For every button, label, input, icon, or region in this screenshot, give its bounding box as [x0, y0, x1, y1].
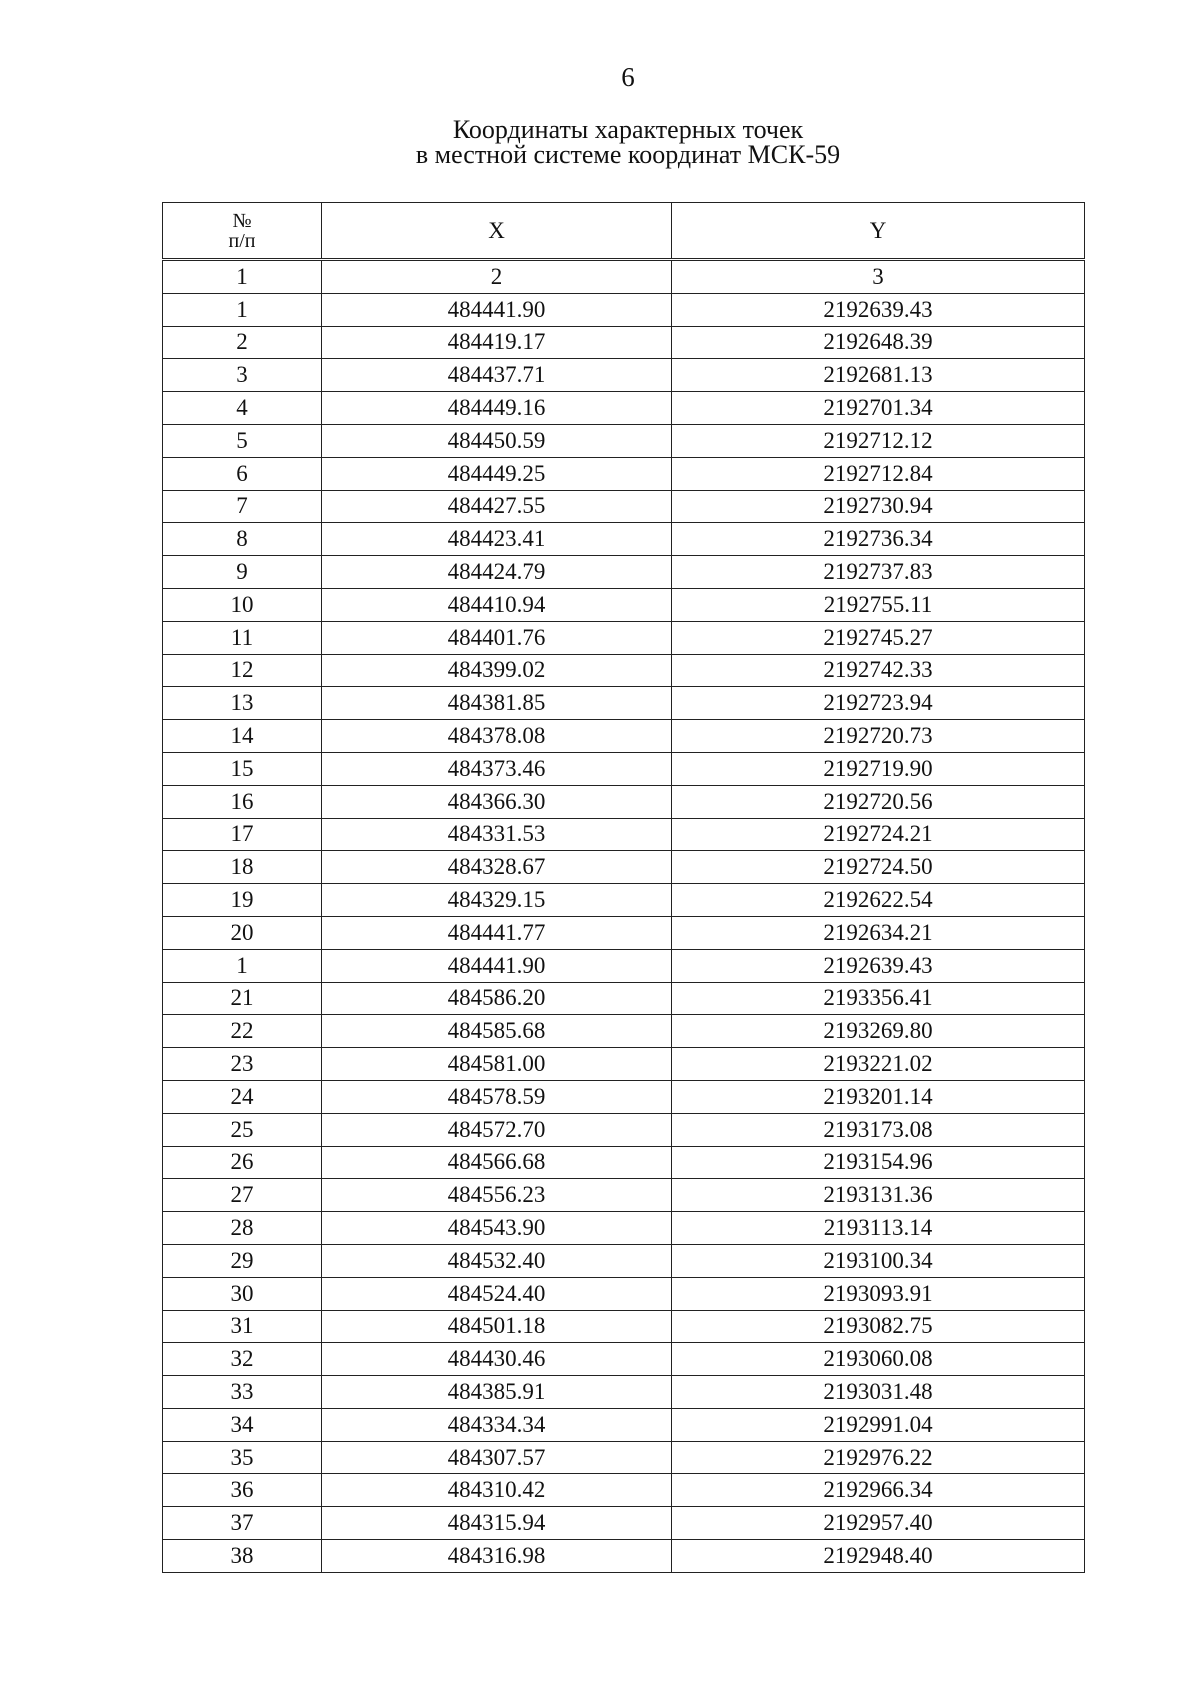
x-coordinate-cell: 484316.98 [322, 1540, 672, 1573]
header-number [163, 203, 322, 260]
table-row [163, 457, 1085, 490]
x-coordinate-cell: 484556.23 [322, 1179, 672, 1212]
table-row [163, 949, 1085, 982]
x-coordinate-cell: 484423.41 [322, 523, 672, 556]
y-coordinate-cell: 2192745.27 [672, 621, 1085, 654]
point-number-cell: 8 [163, 523, 322, 556]
y-coordinate-cell: 2192957.40 [672, 1507, 1085, 1540]
point-number-cell: 1 [163, 949, 322, 982]
table-row [163, 687, 1085, 720]
point-number-cell: 3 [163, 359, 322, 392]
x-coordinate-cell: 484532.40 [322, 1244, 672, 1277]
y-coordinate-cell: 2193100.34 [672, 1244, 1085, 1277]
y-coordinate-cell: 2193060.08 [672, 1343, 1085, 1376]
table-row [163, 1376, 1085, 1409]
point-number-cell: 15 [163, 752, 322, 785]
x-coordinate-cell: 484419.17 [322, 326, 672, 359]
point-number-cell: 6 [163, 457, 322, 490]
table-row [163, 1212, 1085, 1245]
y-coordinate-cell: 2192723.94 [672, 687, 1085, 720]
point-number-cell: 4 [163, 392, 322, 425]
y-coordinate-cell: 2192730.94 [672, 490, 1085, 523]
x-coordinate-cell: 484543.90 [322, 1212, 672, 1245]
column-index-2: 2 [322, 260, 672, 294]
x-coordinate-cell: 484586.20 [322, 982, 672, 1015]
point-number-cell: 33 [163, 1376, 322, 1409]
y-coordinate-cell: 2193154.96 [672, 1146, 1085, 1179]
x-coordinate-cell: 484441.90 [322, 293, 672, 326]
table-row [163, 1048, 1085, 1081]
y-coordinate-cell: 2193269.80 [672, 1015, 1085, 1048]
coordinates-table [162, 202, 1085, 1573]
table-row [163, 1540, 1085, 1573]
y-coordinate-cell: 2192639.43 [672, 949, 1085, 982]
table-row [163, 588, 1085, 621]
point-number-cell: 5 [163, 424, 322, 457]
x-coordinate-cell: 484424.79 [322, 556, 672, 589]
x-coordinate-cell: 484430.46 [322, 1343, 672, 1376]
point-number-cell: 16 [163, 785, 322, 818]
x-coordinate-cell: 484566.68 [322, 1146, 672, 1179]
x-coordinate-cell: 484373.46 [322, 752, 672, 785]
table-row [163, 392, 1085, 425]
x-coordinate-cell: 484315.94 [322, 1507, 672, 1540]
point-number-cell: 37 [163, 1507, 322, 1540]
point-number-cell: 25 [163, 1113, 322, 1146]
y-coordinate-cell: 2193173.08 [672, 1113, 1085, 1146]
y-coordinate-cell: 2193093.91 [672, 1277, 1085, 1310]
x-coordinate-cell: 484578.59 [322, 1080, 672, 1113]
point-number-cell: 23 [163, 1048, 322, 1081]
y-coordinate-cell: 2193082.75 [672, 1310, 1085, 1343]
table-row [163, 982, 1085, 1015]
table-row [163, 1113, 1085, 1146]
table-row [163, 720, 1085, 753]
x-coordinate-cell: 484585.68 [322, 1015, 672, 1048]
table-row [163, 654, 1085, 687]
point-number-cell: 21 [163, 982, 322, 1015]
x-coordinate-cell: 484581.00 [322, 1048, 672, 1081]
x-coordinate-cell: 484378.08 [322, 720, 672, 753]
y-coordinate-cell: 2193131.36 [672, 1179, 1085, 1212]
point-number-cell: 30 [163, 1277, 322, 1310]
x-coordinate-cell: 484399.02 [322, 654, 672, 687]
y-coordinate-cell: 2192712.84 [672, 457, 1085, 490]
y-coordinate-cell: 2192634.21 [672, 916, 1085, 949]
x-coordinate-cell: 484328.67 [322, 851, 672, 884]
table-row [163, 916, 1085, 949]
y-coordinate-cell: 2192720.56 [672, 785, 1085, 818]
table-row [163, 1179, 1085, 1212]
y-coordinate-cell: 2192648.39 [672, 326, 1085, 359]
point-number-cell: 29 [163, 1244, 322, 1277]
y-coordinate-cell: 2192755.11 [672, 588, 1085, 621]
header-x: X [322, 203, 672, 260]
point-number-cell: 24 [163, 1080, 322, 1113]
point-number-cell: 27 [163, 1179, 322, 1212]
table-row [163, 1310, 1085, 1343]
table-row [163, 621, 1085, 654]
point-number-cell: 14 [163, 720, 322, 753]
y-coordinate-cell: 2192991.04 [672, 1408, 1085, 1441]
table-row [163, 752, 1085, 785]
title-line-2: в местной системе координат МСК-59 [415, 140, 841, 169]
y-coordinate-cell: 2192720.73 [672, 720, 1085, 753]
y-coordinate-cell: 2192724.21 [672, 818, 1085, 851]
y-coordinate-cell: 2192724.50 [672, 851, 1085, 884]
x-coordinate-cell: 484381.85 [322, 687, 672, 720]
point-number-cell: 28 [163, 1212, 322, 1245]
point-number-cell: 19 [163, 884, 322, 917]
point-number-cell: 18 [163, 851, 322, 884]
column-index-row [163, 260, 1085, 294]
table-row [163, 293, 1085, 326]
table-row [163, 1080, 1085, 1113]
y-coordinate-cell: 2192639.43 [672, 293, 1085, 326]
table-row [163, 1474, 1085, 1507]
page-title [0, 117, 1200, 167]
point-number-cell: 9 [163, 556, 322, 589]
x-coordinate-cell: 484334.34 [322, 1408, 672, 1441]
point-number-cell: 12 [163, 654, 322, 687]
table-body [163, 293, 1085, 1572]
y-coordinate-cell: 2192966.34 [672, 1474, 1085, 1507]
table-row [163, 851, 1085, 884]
table-row [163, 1507, 1085, 1540]
table-row [163, 1277, 1085, 1310]
y-coordinate-cell: 2193113.14 [672, 1212, 1085, 1245]
x-coordinate-cell: 484410.94 [322, 588, 672, 621]
header-number-abbr: п/п [228, 229, 256, 252]
point-number-cell: 20 [163, 916, 322, 949]
point-number-cell: 7 [163, 490, 322, 523]
y-coordinate-cell: 2192719.90 [672, 752, 1085, 785]
y-coordinate-cell: 2193356.41 [672, 982, 1085, 1015]
y-coordinate-cell: 2192681.13 [672, 359, 1085, 392]
x-coordinate-cell: 484501.18 [322, 1310, 672, 1343]
column-index-1: 1 [163, 260, 322, 294]
x-coordinate-cell: 484572.70 [322, 1113, 672, 1146]
table-row [163, 556, 1085, 589]
point-number-cell: 1 [163, 293, 322, 326]
table-row [163, 1343, 1085, 1376]
y-coordinate-cell: 2192742.33 [672, 654, 1085, 687]
table-row [163, 818, 1085, 851]
table-row [163, 424, 1085, 457]
table-row [163, 1146, 1085, 1179]
header-y: Y [672, 203, 1085, 260]
y-coordinate-cell: 2192948.40 [672, 1540, 1085, 1573]
x-coordinate-cell: 484307.57 [322, 1441, 672, 1474]
y-coordinate-cell: 2193201.14 [672, 1080, 1085, 1113]
point-number-cell: 2 [163, 326, 322, 359]
table-row [163, 1408, 1085, 1441]
header-number-sign: № [232, 209, 252, 232]
title-line-1: Координаты характерных точек [452, 115, 804, 144]
column-index-3: 3 [672, 260, 1085, 294]
point-number-cell: 13 [163, 687, 322, 720]
x-coordinate-cell: 484331.53 [322, 818, 672, 851]
y-coordinate-cell: 2192737.83 [672, 556, 1085, 589]
point-number-cell: 36 [163, 1474, 322, 1507]
y-coordinate-cell: 2192712.12 [672, 424, 1085, 457]
table-row [163, 359, 1085, 392]
point-number-cell: 11 [163, 621, 322, 654]
x-coordinate-cell: 484427.55 [322, 490, 672, 523]
y-coordinate-cell: 2193221.02 [672, 1048, 1085, 1081]
x-coordinate-cell: 484524.40 [322, 1277, 672, 1310]
point-number-cell: 31 [163, 1310, 322, 1343]
x-coordinate-cell: 484401.76 [322, 621, 672, 654]
point-number-cell: 17 [163, 818, 322, 851]
y-coordinate-cell: 2193031.48 [672, 1376, 1085, 1409]
point-number-cell: 32 [163, 1343, 322, 1376]
table-row [163, 785, 1085, 818]
x-coordinate-cell: 484449.16 [322, 392, 672, 425]
table-header-row [163, 203, 1085, 260]
x-coordinate-cell: 484385.91 [322, 1376, 672, 1409]
x-coordinate-cell: 484450.59 [322, 424, 672, 457]
table-row [163, 1441, 1085, 1474]
x-coordinate-cell: 484329.15 [322, 884, 672, 917]
table-row [163, 490, 1085, 523]
x-coordinate-cell: 484441.90 [322, 949, 672, 982]
point-number-cell: 22 [163, 1015, 322, 1048]
point-number-cell: 34 [163, 1408, 322, 1441]
table-row [163, 884, 1085, 917]
point-number-cell: 35 [163, 1441, 322, 1474]
y-coordinate-cell: 2192736.34 [672, 523, 1085, 556]
x-coordinate-cell: 484310.42 [322, 1474, 672, 1507]
y-coordinate-cell: 2192976.22 [672, 1441, 1085, 1474]
x-coordinate-cell: 484449.25 [322, 457, 672, 490]
x-coordinate-cell: 484437.71 [322, 359, 672, 392]
point-number-cell: 38 [163, 1540, 322, 1573]
y-coordinate-cell: 2192701.34 [672, 392, 1085, 425]
table-row [163, 326, 1085, 359]
page-number: 6 [621, 62, 635, 92]
point-number-cell: 10 [163, 588, 322, 621]
y-coordinate-cell: 2192622.54 [672, 884, 1085, 917]
table-row [163, 1244, 1085, 1277]
table-row [163, 523, 1085, 556]
x-coordinate-cell: 484441.77 [322, 916, 672, 949]
table-row [163, 1015, 1085, 1048]
point-number-cell: 26 [163, 1146, 322, 1179]
x-coordinate-cell: 484366.30 [322, 785, 672, 818]
